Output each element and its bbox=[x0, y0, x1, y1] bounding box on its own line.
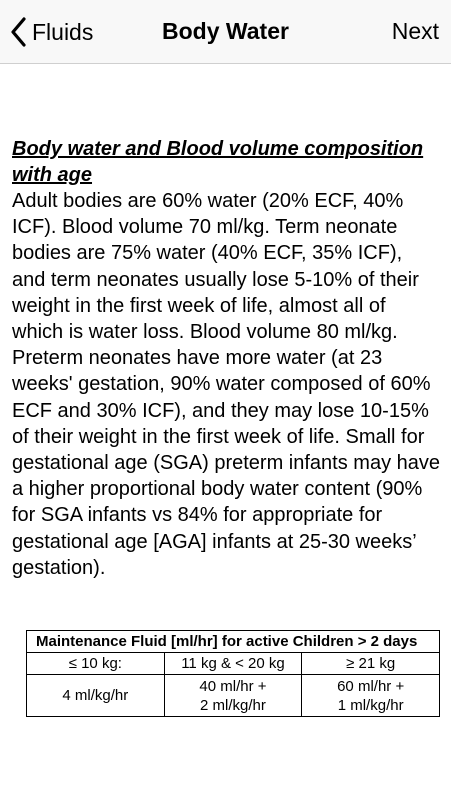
table-cell bbox=[164, 675, 302, 717]
next-button[interactable]: Next bbox=[391, 18, 439, 44]
body-paragraph: Adult bodies are 60% water (20% ECF, 40% ICF). Blood volume 70 ml/kg. Term neonate bodies are 75% water (40% ECF, 35% ICF), and term neonates usually lose 5-10% of their weight in the first week of life, almost all of which is water loss. Blood volume 80 ml/kg. Preterm neonates have more water (at 23 weeks' gestation, 90% water composed of 60% ECF and 30% ICF), and they may lose 10-15% of their weight in the first week of life. Small for gestational age (SGA) preterm infants may have a higher proportional body water content (90% for SGA infants vs 84% for appropriate for gestational age [AGA] infants at 25-30 weeks’ gestation). bbox=[12, 190, 440, 579]
table-header-cell: ≥ 21 kg bbox=[302, 653, 440, 675]
table-header-cell: 11 kg & < 20 kg bbox=[164, 653, 302, 675]
cell-line: 2 ml/kg/hr bbox=[200, 696, 266, 714]
cell-line: 1 ml/kg/hr bbox=[337, 696, 404, 714]
navigation-bar bbox=[0, 0, 451, 64]
table-cell bbox=[27, 675, 165, 717]
maintenance-fluid-table bbox=[26, 630, 440, 717]
table-row bbox=[27, 675, 440, 717]
cell-line: 40 ml/hr + bbox=[199, 677, 267, 695]
cell-line: 4 ml/kg/hr bbox=[62, 687, 129, 704]
table-cell bbox=[302, 675, 440, 717]
article-content bbox=[12, 136, 440, 581]
table-header-row bbox=[27, 653, 440, 675]
table-caption: Maintenance Fluid [ml/hr] for active Children > 2 days bbox=[27, 631, 440, 653]
table-header-cell: ≤ 10 kg: bbox=[27, 653, 165, 675]
back-button-label: Fluids bbox=[32, 18, 94, 45]
page-title: Body Water bbox=[162, 18, 289, 44]
cell-line: 60 ml/hr + bbox=[337, 677, 405, 695]
section-heading: Body water and Blood volume composition with age bbox=[12, 138, 424, 186]
